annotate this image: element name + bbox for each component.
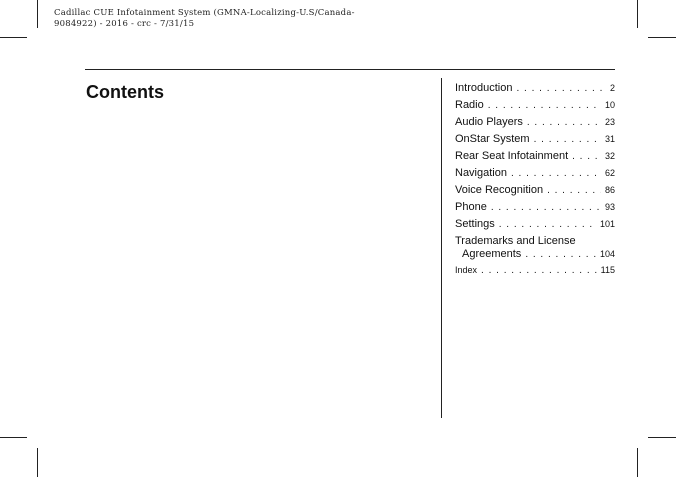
toc-entry-title: Phone bbox=[455, 201, 487, 213]
toc-entry-page: 32 bbox=[604, 151, 615, 161]
toc-entry-title-line2-row bbox=[455, 248, 615, 263]
toc-entry-navigation[interactable] bbox=[455, 167, 615, 184]
toc-entry-title-line2: Agreements bbox=[462, 248, 522, 260]
crop-mark-bottom-left-v bbox=[37, 448, 38, 477]
toc-entry-settings[interactable] bbox=[455, 218, 615, 235]
toc-entry-title: Radio bbox=[455, 99, 484, 111]
toc-entry-title: OnStar System bbox=[455, 133, 530, 145]
toc-entry-index[interactable] bbox=[455, 265, 615, 282]
toc-leader-dots bbox=[511, 168, 601, 179]
toc-leader-dots bbox=[516, 83, 606, 94]
header-note-line1: Cadillac CUE Infotainment System (GMNA-Localizing-U.S/Canada- bbox=[54, 8, 355, 18]
header-note-line2: 9084922) - 2016 - crc - 7/31/15 bbox=[54, 19, 195, 29]
toc-entry-page: 31 bbox=[604, 134, 615, 144]
toc-entry-page: 23 bbox=[604, 117, 615, 127]
top-rule bbox=[85, 69, 615, 70]
toc-leader-dots bbox=[572, 151, 601, 162]
toc-entry-title: Settings bbox=[455, 218, 495, 230]
crop-mark-top-right-h bbox=[648, 37, 676, 38]
toc-entry-page: 10 bbox=[604, 100, 615, 110]
toc-entry-rear-seat-infotainment[interactable] bbox=[455, 150, 615, 167]
column-divider bbox=[441, 78, 442, 418]
toc-entry-title-line1: Trademarks and License bbox=[455, 235, 576, 247]
toc-entry-audio-players[interactable] bbox=[455, 116, 615, 133]
toc-leader-dots bbox=[547, 185, 601, 196]
toc-leader-dots bbox=[488, 100, 601, 111]
toc-entry-title: Navigation bbox=[455, 167, 507, 179]
toc-leader-dots bbox=[534, 134, 601, 145]
toc-entry-page: 62 bbox=[604, 168, 615, 178]
toc-leader-dots bbox=[491, 202, 601, 213]
toc-leader-dots bbox=[499, 219, 596, 230]
toc-entry-page: 93 bbox=[604, 202, 615, 212]
crop-mark-top-left-v bbox=[37, 0, 38, 28]
toc-leader-dots bbox=[481, 265, 597, 276]
toc-entry-title: Audio Players bbox=[455, 116, 523, 128]
toc-entry-radio[interactable] bbox=[455, 99, 615, 116]
toc-leader-dots bbox=[527, 117, 601, 128]
toc-entry-page: 101 bbox=[599, 219, 615, 229]
table-of-contents bbox=[455, 82, 615, 282]
toc-entry-page: 115 bbox=[600, 265, 615, 275]
crop-mark-bottom-right-h bbox=[648, 437, 676, 438]
toc-entry-page: 104 bbox=[599, 249, 615, 259]
header-note bbox=[54, 8, 355, 30]
toc-entry-trademarks[interactable] bbox=[455, 235, 615, 265]
crop-mark-bottom-right-v bbox=[637, 448, 638, 477]
crop-mark-top-left-h bbox=[0, 37, 27, 38]
toc-entry-voice-recognition[interactable] bbox=[455, 184, 615, 201]
toc-entry-title: Voice Recognition bbox=[455, 184, 544, 196]
toc-leader-dots bbox=[525, 249, 596, 260]
toc-entry-onstar-system[interactable] bbox=[455, 133, 615, 150]
toc-entry-title: Index bbox=[455, 265, 478, 275]
toc-entry-page: 86 bbox=[604, 185, 615, 195]
toc-entry-title: Introduction bbox=[455, 82, 513, 94]
toc-entry-title: Rear Seat Infotainment bbox=[455, 150, 569, 162]
toc-entry-page: 2 bbox=[609, 83, 615, 93]
crop-mark-bottom-left-h bbox=[0, 437, 27, 438]
toc-entry-phone[interactable] bbox=[455, 201, 615, 218]
page-title: Contents bbox=[86, 82, 164, 102]
toc-entry-introduction[interactable] bbox=[455, 82, 615, 99]
crop-mark-top-right-v bbox=[637, 0, 638, 28]
